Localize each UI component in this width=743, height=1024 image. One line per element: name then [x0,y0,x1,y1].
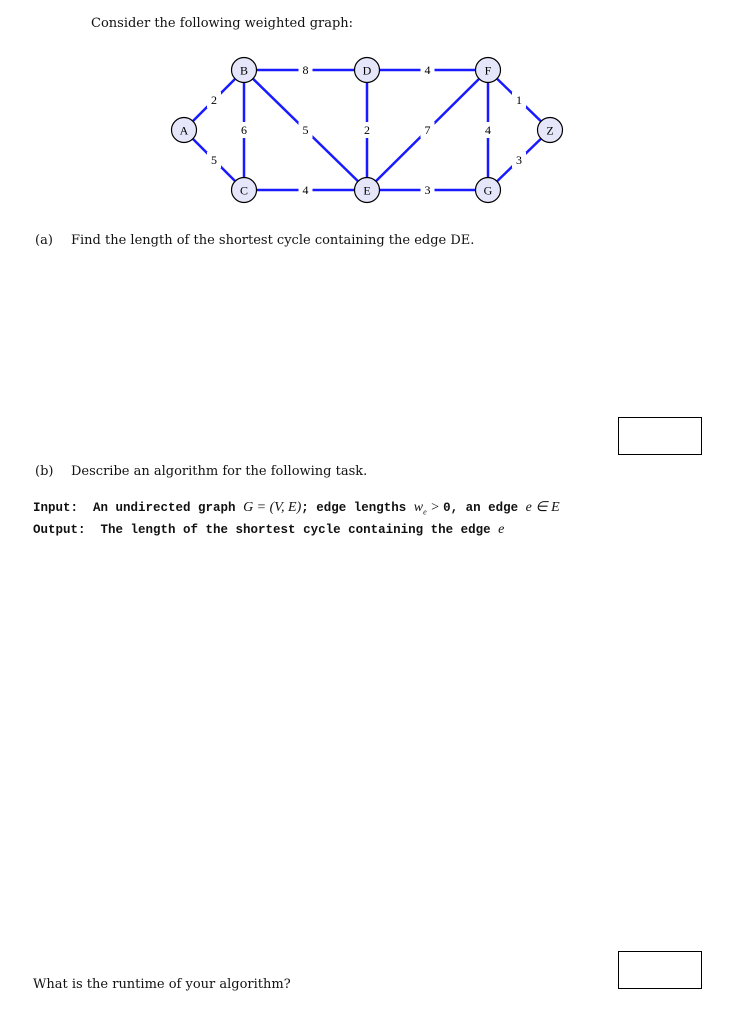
node-label-E: E [363,183,371,198]
edge-weight-GZ: 3 [516,153,522,167]
edge-weight-BC: 6 [241,123,247,137]
node-label-C: C [239,183,249,198]
edge-weight-DF: 4 [424,63,431,77]
edge-weight-CE: 4 [302,183,309,197]
weight-symbol: w [413,500,424,515]
output-label: Output: [33,523,86,537]
output-spec [33,522,504,538]
gt-symbol: > [426,500,444,515]
node-label-B: B [239,63,249,78]
input-label: Input: [33,501,79,515]
input-text: An undirected graph [93,501,244,515]
output-text: The length of the shortest cycle containing the edge [100,523,499,537]
weight-subscript: e [423,507,427,517]
edge-symbol: e [498,522,505,537]
edge-weight-BE: 5 [302,123,309,137]
edge-weight-FZ: 1 [516,93,522,107]
part-b-label: (b) [35,464,54,479]
node-label-D: D [362,63,372,78]
part-a-question: Find the length of the shortest cycle containing the edge DE. [71,233,475,248]
intro-text: Consider the following weighted graph: [91,16,354,31]
part-a-label: (a) [35,233,53,248]
edge-weight-AB: 2 [211,93,217,107]
node-label-A: A [179,123,189,138]
edge-weight-BD: 8 [302,63,309,77]
answer-box-a[interactable] [618,417,702,455]
edge-weight-FG: 4 [485,123,491,137]
input-text-3: 0, an edge [443,501,526,515]
edge-weight-DE: 2 [364,123,370,137]
graph-notation: G = (V, E) [243,500,302,515]
edge-weight-AC: 5 [211,153,217,167]
part-b-question: Describe an algorithm for the following task. [71,464,368,479]
input-spec [33,499,560,517]
runtime-question: What is the runtime of your algorithm? [33,977,291,992]
input-text-2: ; edge lengths [301,501,414,515]
edge-weight-EG: 3 [424,183,431,197]
node-label-G: G [483,183,493,198]
answer-box-runtime[interactable] [618,951,702,989]
node-label-Z: Z [546,123,554,138]
edge-weight-EF: 7 [424,123,431,137]
weighted-graph [0,0,743,230]
edge-notation: e ∈ E [525,500,560,515]
node-label-F: F [484,63,492,78]
